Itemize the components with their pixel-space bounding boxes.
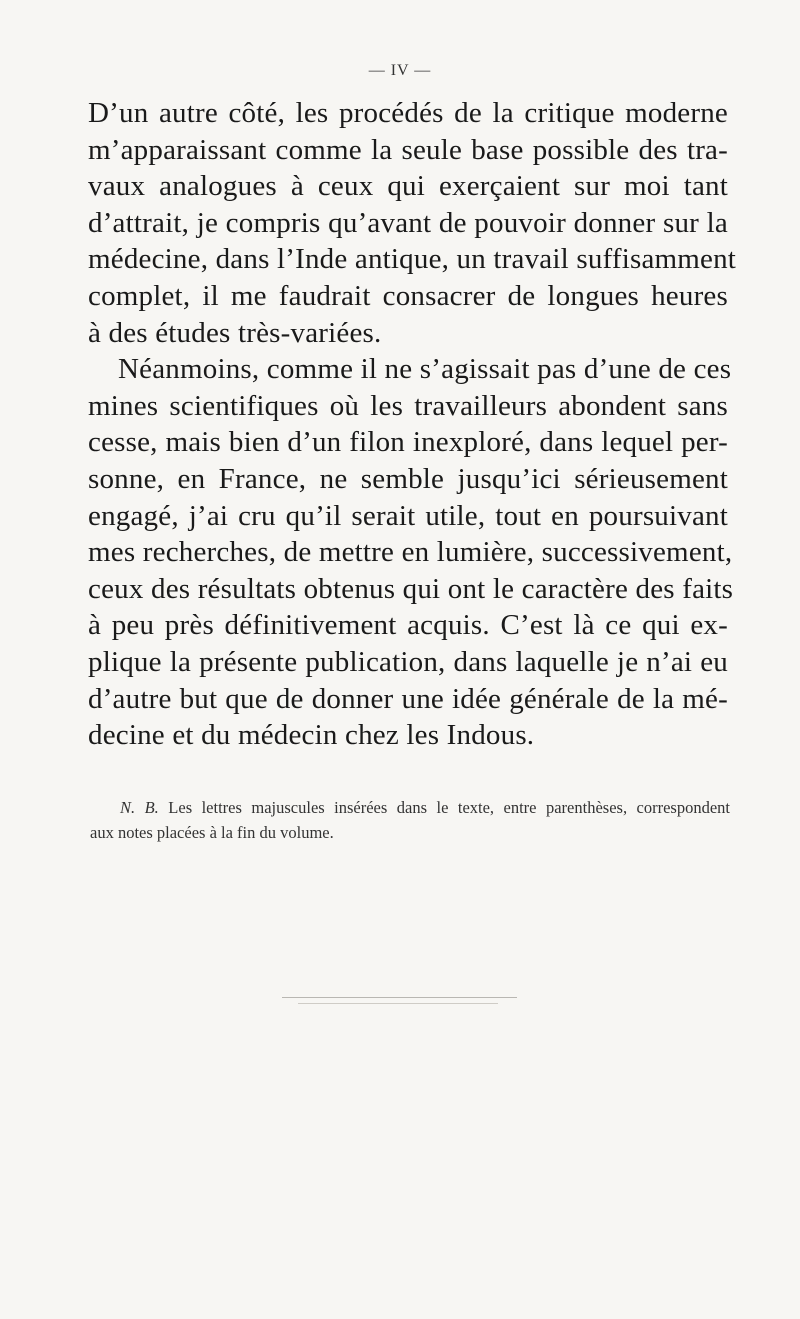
text-line: Néanmoins, comme il ne s’agissait pas d’une de ces <box>118 353 732 386</box>
divider-rule <box>282 997 517 998</box>
footnote-line <box>120 795 730 820</box>
body-text <box>88 95 737 754</box>
text-line: médecine, dans l’Inde antique, un travail suffisamment <box>88 243 737 276</box>
text-line: plique la présente publication, dans laquelle je n’ai eu <box>88 645 728 678</box>
text-line: D’un autre côté, les procédés de la critique moderne <box>88 97 728 129</box>
footnote <box>90 795 730 845</box>
text-line: d’attrait, je compris qu’avant de pouvoir donner sur la <box>88 206 728 239</box>
text-line: à peu près définitivement acquis. C’est là ce qui ex- <box>88 609 728 642</box>
text-line: sonne, en France, ne semble jusqu’ici sérieusement <box>88 462 728 495</box>
text-line: cesse, mais bien d’un filon inexploré, dans lequel per- <box>88 426 728 459</box>
divider-rule <box>298 1003 498 1004</box>
text-line: mines scientifiques où les travailleurs abondent sans <box>88 389 728 422</box>
text-line: mes recherches, de mettre en lumière, successivement, <box>88 536 733 569</box>
footnote-text: Les lettres majuscules insérées dans le texte, entre parenthèses, correspondent <box>168 798 730 817</box>
text-line: à des études très-variées. <box>88 316 382 349</box>
text-line: engagé, j’ai cru qu’il serait utile, tout en poursuivant <box>88 499 728 532</box>
page-number: — IV — <box>368 62 432 79</box>
text-line: d’autre but que de donner une idée générale de la mé- <box>88 682 728 715</box>
text-line: decine et du médecin chez les Indous. <box>88 719 535 752</box>
footnote-abbr: N. B. <box>120 798 159 817</box>
text-line: ceux des résultats obtenus qui ont le caractère des faits <box>88 572 734 605</box>
footnote-line: aux notes placées à la fin du volume. <box>90 823 334 842</box>
text-line: vaux analogues à ceux qui exerçaient sur moi tant <box>88 170 728 203</box>
text-line: complet, il me faudrait consacrer de longues heures <box>88 279 728 312</box>
text-line: m’apparaissant comme la seule base possible des tra- <box>88 133 728 166</box>
